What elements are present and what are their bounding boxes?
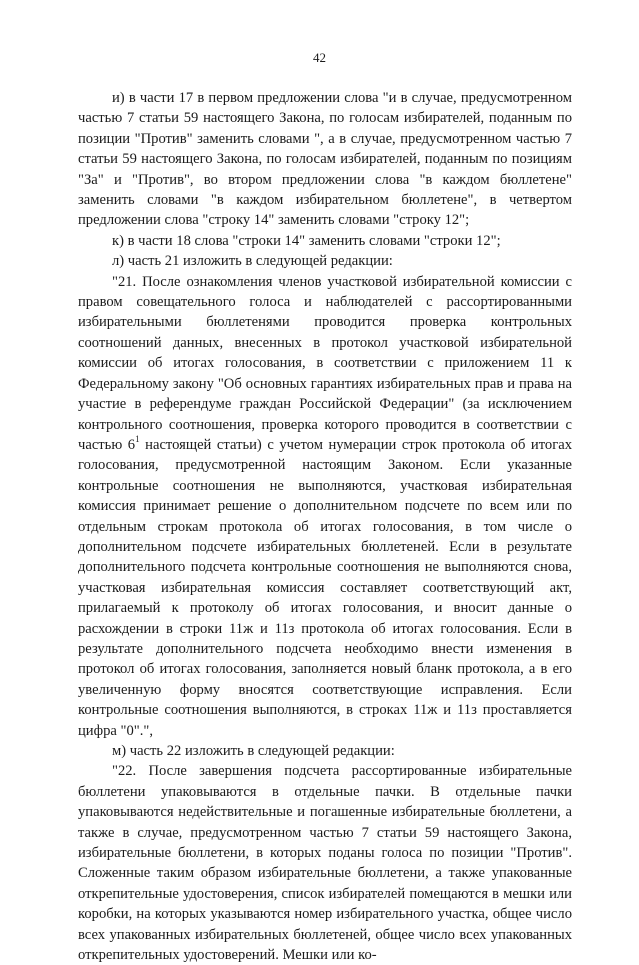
paragraph-amendment-m: м) часть 22 изложить в следующей редакции: bbox=[112, 743, 395, 759]
document-body bbox=[78, 88, 572, 965]
paragraph-part-21-text bbox=[78, 272, 572, 741]
paragraph-amendment-l: л) часть 21 изложить в следующей редакции: bbox=[112, 253, 393, 270]
superscript-marker: 1 bbox=[135, 434, 140, 445]
page-number: 42 bbox=[313, 50, 326, 65]
paragraph-amendment-k: к) в части 18 слова "строки 14" заменить словами "строки 12"; bbox=[112, 232, 501, 249]
part-21-text-end: настоящей статьи) с учетом нумерации строк протокола об итогах голосования, предусмотренной настоящим Законом. Если указанные контрольные соотношения не выполняются, участковая избирательная комиссия принимает решение о дополнительном подсчете по всем или по отдельным строкам протокола об итогах голосования, в том числе о дополнительном подсчете избирательных бюллетеней. Если в результате дополнительного подсчета контрольные соотношения не выполняются снова, участковая избирательная комиссия составляет соответствующий акт, прилагаемый к протоколу об итогах голосования, и вносит данные о расхождении в строки 11ж и 11з протокола об итогах голосования. Если в результате дополнительного подсчета необходимо внести изменения в протокол об итогах голосования, заполняется новый бланк протокола, а в его увеличенную форму вносятся соответствующие исправления. Если контрольные соотношения выполняются, в строках 11ж и 11з проставляется цифра "0".", bbox=[78, 436, 572, 739]
part-21-text-start: "21. После ознакомления членов участковой избирательной комиссии с правом совещательного голоса и наблюдателей с рассортированными избирательными бюллетенями проводится проверка контрольных соотношений данных, внесенных в протокол участковой избирательной комиссии об итогах голосования, в соответствии с приложением 11 к Федеральному закону "Об основных гарантиях избирательных прав и права на участие в референдуме граждан Российской Федерации" (за исключением контрольного соотношения, проверка которого проводится в соответствии с частью 6 bbox=[78, 273, 572, 453]
paragraph-amendment-i: и) в части 17 в первом предложении слова "и в случае, предусмотренном частью 7 статьи 59 настоящего Закона, по голосам избирателей, поданным по позиции "Против" заменить словами ", а в случае, предусмотренном частью 7 статьи 59 настоящего Закона, по голосам избирателей, поданным по позициям "За" и "Против", во втором предложении слова "в каждом бюллетене" заменить словами "в каждом избирательном бюллетене", в четвертом предложении слова "строку 14" заменить словами "строку 12"; bbox=[78, 90, 572, 229]
paragraph-part-22-text: "22. После завершения подсчета рассортированные избирательные бюллетени упаковываются в отдельные пачки. В отдельные пачки упаковываются недействительные и погашенные избирательные бюллетени, а также в случае, предусмотренном частью 7 статьи 59 настоящего Закона, избирательные бюллетени, в которых поданы голоса по позиции "Против". Сложенные таким образом избирательные бюллетени, а также упакованные открепительные удостоверения, список избирателей помещаются в мешки или коробки, на которых указываются номер избирательного участка, общее число всех упакованных избирательных бюллетеней, общее число всех упакованных открепительных удостоверений. Мешки или ко- bbox=[78, 763, 572, 964]
